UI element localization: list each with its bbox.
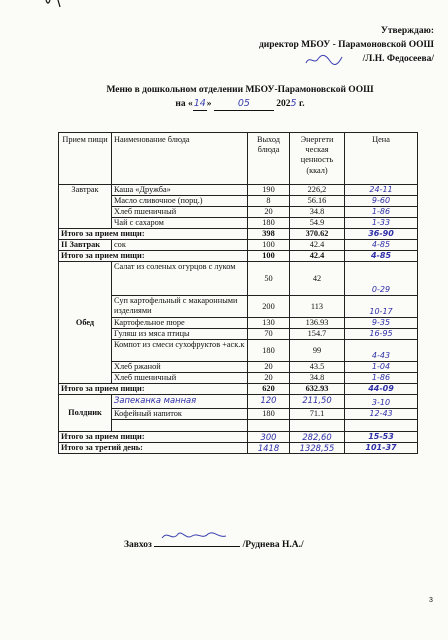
dish-output: 20 [248, 362, 290, 373]
total-label: Итого за прием пищи: [59, 384, 248, 395]
dish-kcal: 56.16 [290, 196, 345, 207]
date-month: 05 [214, 97, 274, 111]
dish-output: 100 [248, 240, 290, 251]
meal-second-breakfast: II Завтрак [59, 240, 112, 251]
total-row [59, 432, 418, 443]
date-day: 14 [193, 98, 206, 109]
dish-price: 0-29 [345, 262, 418, 296]
dish-price: 1-86 [345, 373, 418, 384]
dish-name: Компот из смеси сухофруктов +аск.к [112, 340, 248, 362]
header-price: Цена [345, 133, 418, 185]
dish-kcal: 34.8 [290, 373, 345, 384]
table-header-row [59, 133, 418, 185]
total-row [59, 384, 418, 395]
signoff-name: /Руднева Н.А./ [242, 540, 304, 550]
dish-output: 50 [248, 262, 290, 296]
dish-output: 20 [248, 373, 290, 384]
meal-breakfast: Завтрак [59, 185, 112, 229]
dish-kcal: 34.8 [290, 207, 345, 218]
header-meal: Прием пищи [59, 133, 112, 185]
approval-title: Утверждаю: [380, 26, 434, 36]
storekeeper-signature [160, 528, 230, 544]
dish-kcal: 136.93 [290, 318, 345, 329]
director-signature [304, 53, 344, 67]
dish-output: 190 [248, 185, 290, 196]
total-label: Итого за прием пищи: [59, 251, 248, 262]
total-output: 398 [248, 229, 290, 240]
date-prefix: на « [175, 99, 193, 109]
header-name: Наименование блюда [112, 133, 248, 185]
day-total-row [59, 443, 418, 454]
table-row [59, 362, 418, 373]
dish-kcal: 99 [290, 340, 345, 362]
dish-price: 4-43 [345, 340, 418, 362]
dish-price: 9-60 [345, 196, 418, 207]
header-output: Выход блюда [248, 133, 290, 185]
table-row [59, 340, 418, 362]
menu-title: Меню в дошкольном отделении МБОУ-Парамоновской ООШ [106, 85, 374, 95]
total-kcal: 632.93 [290, 384, 345, 395]
dish-price: 1-86 [345, 207, 418, 218]
corner-scribble [44, 0, 74, 10]
table-row [59, 207, 418, 218]
dish-output: 70 [248, 329, 290, 340]
dish-price: 24-11 [345, 185, 418, 196]
dish-price: 10-17 [345, 296, 418, 318]
menu-table [58, 132, 418, 454]
dish-output: 120 [248, 395, 290, 409]
meal-lunch: Обед [59, 262, 112, 384]
dish-name: Хлеб ржаной [112, 362, 248, 373]
dish-kcal: 211,50 [290, 395, 345, 409]
empty-cell [290, 420, 345, 432]
dish-name: Хлеб пшеничный [112, 373, 248, 384]
menu-date [175, 97, 304, 111]
dish-kcal: 71.1 [290, 409, 345, 420]
empty-cell [345, 420, 418, 432]
dish-kcal: 154.7 [290, 329, 345, 340]
total-output: 300 [248, 432, 290, 443]
dish-price: 12-43 [345, 409, 418, 420]
dish-name: Каша «Дружба» [112, 185, 248, 196]
total-kcal: 282,60 [290, 432, 345, 443]
total-row [59, 229, 418, 240]
dish-kcal: 54.9 [290, 218, 345, 229]
empty-cell [248, 420, 290, 432]
dish-name: Салат из соленых огурцов с луком [112, 262, 248, 296]
menu-table-wrap [58, 132, 418, 454]
day-total-output: 1418 [248, 443, 290, 454]
dish-name: Чай с сахаром [112, 218, 248, 229]
page-number: 3 [429, 597, 433, 604]
dish-name: Масло сливочное (порц.) [112, 196, 248, 207]
day-total-kcal: 1328,55 [290, 443, 345, 454]
date-year-digit: 5 [290, 98, 297, 109]
dish-name: Гуляш из мяса птицы [112, 329, 248, 340]
dish-name: Картофельное пюре [112, 318, 248, 329]
table-row [59, 185, 418, 196]
dish-output: 180 [248, 409, 290, 420]
header-kcal: Энергети ческая ценность (ккал) [290, 133, 345, 185]
dish-output: 180 [248, 218, 290, 229]
total-price: 36-90 [345, 229, 418, 240]
dish-output: 200 [248, 296, 290, 318]
dish-output: 180 [248, 340, 290, 362]
approval-name: /Л.Н. Федосеева/ [362, 54, 434, 64]
dish-price: 1-04 [345, 362, 418, 373]
menu-header [80, 84, 400, 111]
total-output: 620 [248, 384, 290, 395]
table-row [59, 318, 418, 329]
dish-kcal: 226,2 [290, 185, 345, 196]
total-label: Итого за прием пищи: [59, 432, 248, 443]
table-row [59, 420, 418, 432]
total-price: 15-53 [345, 432, 418, 443]
dish-name: Кофейный напиток [112, 409, 248, 420]
dish-name: Суп картофельный с макаронными изделиями [112, 296, 248, 318]
dish-output: 20 [248, 207, 290, 218]
total-kcal: 42.4 [290, 251, 345, 262]
table-row [59, 296, 418, 318]
total-row [59, 251, 418, 262]
dish-price: 4-85 [345, 240, 418, 251]
dish-kcal: 42 [290, 262, 345, 296]
dish-price: 16-95 [345, 329, 418, 340]
empty-cell [112, 420, 248, 432]
table-row [59, 262, 418, 296]
dish-name: сок [112, 240, 248, 251]
total-price: 44-09 [345, 384, 418, 395]
dish-kcal: 43.5 [290, 362, 345, 373]
signoff-signature-line [154, 536, 240, 547]
dish-name: Хлеб пшеничный [112, 207, 248, 218]
dish-price: 9-35 [345, 318, 418, 329]
table-row [59, 240, 418, 251]
total-price: 4-85 [345, 251, 418, 262]
table-row [59, 329, 418, 340]
signoff [124, 536, 304, 550]
table-row [59, 395, 418, 409]
day-total-price: 101-37 [345, 443, 418, 454]
table-row [59, 409, 418, 420]
dish-price: 1-33 [345, 218, 418, 229]
dish-price: 3-10 [345, 395, 418, 409]
date-year-suffix: г. [296, 99, 305, 109]
date-mid: » [206, 99, 212, 109]
dish-name: Запеканка манная [112, 395, 248, 409]
dish-output: 8 [248, 196, 290, 207]
table-row [59, 196, 418, 207]
total-kcal: 370.62 [290, 229, 345, 240]
meal-snack: Полдник [59, 395, 112, 432]
signoff-label: Завхоз [124, 540, 152, 550]
total-output: 100 [248, 251, 290, 262]
table-row [59, 218, 418, 229]
dish-output: 130 [248, 318, 290, 329]
total-label: Итого за прием пищи: [59, 229, 248, 240]
dish-kcal: 42.4 [290, 240, 345, 251]
date-year-prefix: 202 [276, 99, 291, 109]
day-total-label: Итого за третий день: [59, 443, 248, 454]
approval-position: директор МБОУ - Парамоновской ООШ [258, 40, 434, 50]
dish-kcal: 113 [290, 296, 345, 318]
table-row [59, 373, 418, 384]
